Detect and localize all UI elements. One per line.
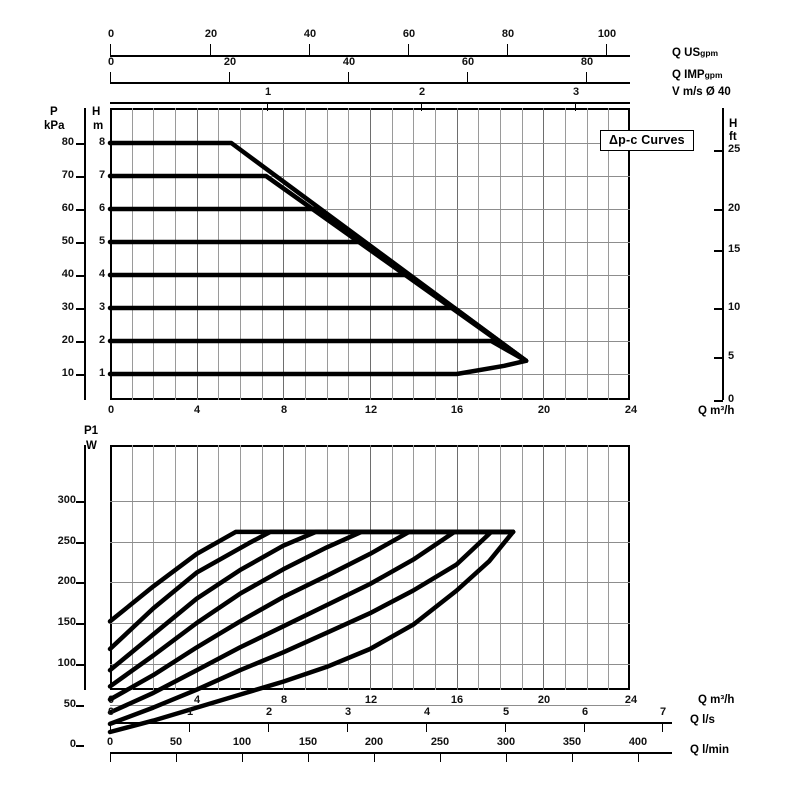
tick-label-q-ls: 7 [659,706,667,718]
tick-label-q-m3h: 8 [280,694,288,706]
tick-q-lmin [308,752,309,762]
tick-label-h-ft: 0 [728,393,735,405]
curve-number-label: 2 [98,334,106,346]
tick-label-h-ft: 5 [728,350,735,362]
p-kpa-axis-title: P [50,106,58,118]
tick-label-q-m3h: 8 [280,404,288,416]
h-m-axis-unit: m [93,120,104,132]
tick-label-vms: 1 [264,86,272,98]
tick-label-q-lmin: 250 [430,736,450,748]
p-kpa-axis-unit: kPa [44,120,65,132]
head-chart-x-axis-title: Q m³/h [698,405,735,417]
tick-label-p-kpa: 50 [61,235,74,247]
tick-label-h-ft: 25 [728,143,741,155]
p1-axis-title: P1 [84,425,99,437]
power-chart-x-axis-title: Q m³/h [698,694,735,706]
tick-label-us-gpm: 60 [402,28,416,40]
tick-label-q-ls: 5 [502,706,510,718]
tick-q-lmin [110,752,111,762]
curve-number-label: 4 [98,268,106,280]
tick-label-q-m3h: 12 [364,404,378,416]
tick-q-ls [110,722,111,732]
us-gpm-axis-title: Q USgpm [672,47,719,59]
tick-label-imp-gpm: 20 [223,56,237,68]
tick-label-q-m3h: 12 [364,694,378,706]
curve-path [110,532,513,724]
tick-label-q-m3h: 0 [107,404,115,416]
tick-label-q-lmin: 200 [364,736,384,748]
tick-label-q-m3h: 20 [537,404,551,416]
h-ft-axis-unit: ft [729,131,737,143]
tick-label-p1-w: 300 [57,494,76,506]
tick-label-q-m3h: 20 [537,694,551,706]
tick-label-imp-gpm: 40 [342,56,356,68]
curve-path [110,532,513,649]
tick-label-q-ls: 4 [423,706,431,718]
tick-label-imp-gpm: 80 [580,56,594,68]
tick-label-q-lmin: 400 [628,736,648,748]
tick-label-q-ls: 2 [265,706,273,718]
tick-q-ls [189,722,190,732]
tick-label-q-m3h: 24 [624,694,638,706]
tick-label-p-kpa: 40 [61,268,74,280]
curve-number-label: 5 [98,235,106,247]
tick-label-p-kpa: 10 [61,367,74,379]
tick-label-p-kpa: 80 [61,136,74,148]
tick-q-lmin [506,752,507,762]
tick-label-q-lmin: 100 [232,736,252,748]
tick-q-lmin [572,752,573,762]
tick-label-q-lmin: 300 [496,736,516,748]
h-ft-axis-title: H [729,118,738,130]
tick-label-p1-w: 100 [57,657,76,669]
curve-number-label: 8 [98,136,106,148]
tick-label-p1-w: 150 [57,616,76,628]
tick-label-p-kpa: 20 [61,334,74,346]
tick-label-us-gpm: 80 [501,28,515,40]
tick-label-q-m3h: 24 [624,404,638,416]
tick-q-lmin [440,752,441,762]
tick-label-p-kpa: 30 [61,301,74,313]
tick-label-p1-w: 200 [57,575,76,587]
tick-label-q-m3h: 0 [107,694,115,706]
tick-label-imp-gpm: 0 [107,56,115,68]
tick-q-ls [584,722,585,732]
tick-label-q-ls: 6 [581,706,589,718]
tick-label-vms: 3 [572,86,580,98]
curve-number-label: 7 [98,169,106,181]
tick-label-p1-w: 50 [63,698,76,710]
tick-q-ls [662,722,663,732]
curve-path [110,532,513,622]
tick-label-p-kpa: 70 [61,169,74,181]
tick-q-lmin [242,752,243,762]
tick-label-h-ft: 20 [728,202,741,214]
tick-label-q-lmin: 0 [106,736,114,748]
p1-axis-unit: W [86,440,97,452]
tick-q-ls [347,722,348,732]
tick-q-ls [268,722,269,732]
tick-label-p1-w: 0 [69,738,76,750]
tick-label-us-gpm: 100 [597,28,617,40]
tick-label-q-m3h: 4 [193,404,201,416]
tick-label-vms: 2 [418,86,426,98]
dp-c-curves-badge: Δp-c Curves [600,130,694,151]
tick-label-q-m3h: 4 [193,694,201,706]
curve-number-label: 1 [98,367,106,379]
tick-label-us-gpm: 20 [204,28,218,40]
tick-q-ls [426,722,427,732]
ls-axis-title: Q l/s [690,714,715,726]
tick-q-ls [505,722,506,732]
tick-label-imp-gpm: 60 [461,56,475,68]
tick-label-q-ls: 1 [186,706,194,718]
tick-label-q-m3h: 16 [450,404,464,416]
h-m-axis-title: H [92,106,101,118]
lmin-axis-line [110,752,672,754]
tick-label-q-lmin: 350 [562,736,582,748]
tick-label-q-lmin: 150 [298,736,318,748]
tick-q-lmin [176,752,177,762]
tick-label-q-ls: 0 [107,706,115,718]
tick-q-lmin [374,752,375,762]
tick-label-q-lmin: 50 [169,736,183,748]
tick-label-q-m3h: 16 [450,694,464,706]
tick-label-p1-w: 250 [57,535,76,547]
lmin-axis-title: Q l/min [690,744,729,756]
tick-q-lmin [638,752,639,762]
curve-number-label: 3 [98,301,106,313]
ls-axis-line [110,722,672,724]
curve-number-label: 6 [98,202,106,214]
tick-label-p-kpa: 60 [61,202,74,214]
tick-label-q-ls: 3 [344,706,352,718]
tick-label-us-gpm: 0 [107,28,115,40]
imp-gpm-axis-title: Q IMPgpm [672,69,723,81]
tick-label-h-ft: 10 [728,301,741,313]
tick-label-us-gpm: 40 [303,28,317,40]
velocity-axis-title: V m/s Ø 40 [672,86,731,98]
tick-label-h-ft: 15 [728,243,741,255]
